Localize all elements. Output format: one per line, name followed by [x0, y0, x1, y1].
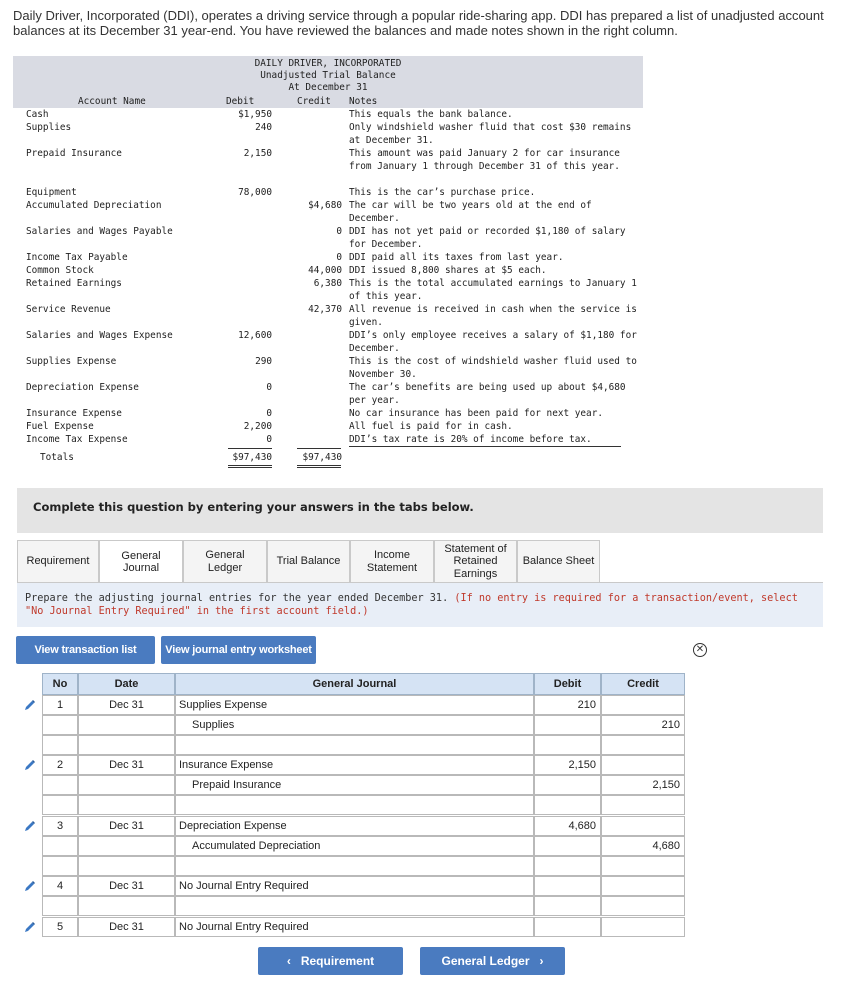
tb-row — [0, 407, 857, 420]
tb-date: At December 31 — [288, 82, 368, 93]
tb-row — [0, 355, 857, 380]
tb-note: Only windshield washer fluid that cost $30 remains at December 31. — [349, 122, 632, 146]
journal-cell-journal[interactable]: Depreciation Expense — [175, 816, 534, 836]
tb-account-name: Income Tax Expense — [26, 434, 128, 445]
journal-cell-date — [78, 775, 175, 795]
tb-row — [0, 381, 857, 406]
journal-cell-credit[interactable] — [601, 735, 685, 755]
journal-cell-debit[interactable] — [534, 876, 601, 896]
tb-row — [0, 420, 857, 433]
tb-note: This amount was paid January 2 for car insurance from January 1 through December 31 of this year. — [349, 148, 620, 172]
tb-row — [0, 121, 857, 146]
journal-cell-date — [78, 836, 175, 856]
tb-account-name: Prepaid Insurance — [26, 148, 122, 159]
journal-cell-credit[interactable]: 4,680 — [601, 836, 685, 856]
journal-cell-no — [42, 715, 78, 735]
tb-row — [0, 186, 857, 199]
intro-text: Daily Driver, Incorporated (DDI), operates a driving service through a popular ride-sharing app. DDI has prepared a list of unadjusted account balances at its December 31 year-end. You have reviewed the balances and made notes shown in the right column. — [13, 8, 824, 38]
journal-cell-debit[interactable] — [534, 775, 601, 795]
tb-title: Unadjusted Trial Balance — [260, 70, 396, 81]
tab-general-journal[interactable]: General Journal — [99, 540, 183, 583]
journal-cell-date — [78, 896, 175, 916]
journal-cell-debit[interactable] — [534, 715, 601, 735]
tb-credit-value: $4,680 — [308, 200, 342, 211]
tb-credit-value: 0 — [336, 252, 342, 263]
tb-row — [0, 147, 857, 172]
tb-total-credit: $97,430 — [302, 452, 342, 463]
journal-cell-date: Dec 31 — [78, 917, 175, 937]
journal-cell-debit[interactable] — [534, 896, 601, 916]
tb-row — [0, 199, 857, 224]
col-header-no: No — [42, 673, 78, 695]
tb-account-name: Depreciation Expense — [26, 382, 139, 393]
journal-cell-date — [78, 856, 175, 876]
tab-requirement[interactable]: Requirement — [17, 540, 99, 582]
journal-cell-journal[interactable] — [175, 856, 534, 876]
tb-credit-value: 6,380 — [313, 278, 342, 289]
tb-account-name: Accumulated Depreciation — [26, 200, 162, 211]
close-icon[interactable]: ✕ — [693, 643, 707, 657]
journal-cell-debit[interactable] — [534, 836, 601, 856]
tb-row — [0, 108, 857, 121]
instruction-note: (If no entry is required for a transaction/event, select "No Journal Entry Required" in the first account field.) — [25, 593, 798, 617]
tb-row — [0, 433, 857, 446]
tb-debit-value: 2,200 — [243, 421, 272, 432]
journal-cell-credit[interactable] — [601, 816, 685, 836]
prev-requirement-button[interactable]: ‹ Requirement — [258, 947, 403, 975]
journal-cell-journal[interactable]: No Journal Entry Required — [175, 876, 534, 896]
tb-account-name: Supplies Expense — [26, 356, 117, 367]
notes-rule — [349, 446, 621, 447]
tb-debit-value: 12,600 — [238, 330, 272, 341]
edit-pencil-icon[interactable] — [17, 695, 42, 715]
tb-row — [0, 303, 857, 328]
tb-account-name: Retained Earnings — [26, 278, 122, 289]
tb-note: This is the cost of windshield washer fluid used to November 30. — [349, 356, 637, 380]
tb-row — [0, 329, 857, 354]
tb-note: This is the car’s purchase price. — [349, 187, 536, 198]
edit-pencil-icon[interactable] — [17, 816, 42, 836]
tb-debit-value: 290 — [255, 356, 272, 367]
tb-note: No car insurance has been paid for next year. — [349, 408, 603, 419]
journal-cell-date — [78, 715, 175, 735]
tb-note: All fuel is paid for in cash. — [349, 421, 513, 432]
tb-account-name: Common Stock — [26, 265, 94, 276]
instruction-text: Prepare the adjusting journal entries for the year ended December 31. (If no entry is required for a transaction/event, select "No Journal Entry Required" in the first account field.) — [25, 593, 798, 617]
tb-note: The car’s benefits are being used up about $4,680 per year. — [349, 382, 626, 406]
col-header-date: Date — [78, 673, 175, 695]
total-double-rule — [228, 465, 272, 466]
chevron-left-icon: ‹ — [286, 954, 291, 968]
journal-cell-credit[interactable] — [601, 695, 685, 715]
tb-row — [0, 225, 857, 250]
total-double-rule — [228, 467, 272, 468]
total-rule — [297, 448, 341, 449]
tb-note: DDI’s tax rate is 20% of income before tax. — [349, 434, 592, 445]
journal-cell-no — [42, 896, 78, 916]
tb-account-name: Income Tax Payable — [26, 252, 128, 263]
journal-cell-journal[interactable]: Supplies Expense — [175, 695, 534, 715]
tb-debit-value: 0 — [266, 382, 272, 393]
journal-cell-journal[interactable]: Supplies — [175, 715, 534, 735]
view-transaction-list-button[interactable]: View transaction list — [16, 636, 155, 664]
tb-credit-value: 0 — [336, 226, 342, 237]
tb-debit-value: $1,950 — [238, 109, 272, 120]
journal-cell-journal[interactable]: Accumulated Depreciation — [175, 836, 534, 856]
tb-debit-value: 0 — [266, 434, 272, 445]
journal-cell-debit[interactable]: 210 — [534, 695, 601, 715]
tb-note: DDI has not yet paid or recorded $1,180 of salary for December. — [349, 226, 626, 250]
tb-row — [0, 251, 857, 264]
journal-cell-no: 5 — [42, 917, 78, 937]
tab-statement-retained-earnings[interactable]: Statement of Retained Earnings — [434, 540, 517, 582]
journal-table — [17, 673, 685, 938]
journal-cell-edit — [17, 735, 42, 755]
journal-cell-journal[interactable]: Insurance Expense — [175, 755, 534, 775]
tb-account-name: Service Revenue — [26, 304, 111, 315]
tb-account-name: Insurance Expense — [26, 408, 122, 419]
journal-cell-no: 2 — [42, 755, 78, 775]
col-header-debit: Debit — [534, 673, 601, 695]
journal-cell-no: 1 — [42, 695, 78, 715]
journal-cell-edit — [17, 896, 42, 916]
tb-note: DDI paid all its taxes from last year. — [349, 252, 564, 263]
instruction-box — [17, 582, 823, 627]
tb-row — [0, 264, 857, 277]
tb-debit-value: 2,150 — [243, 148, 272, 159]
tb-account-name: Salaries and Wages Expense — [26, 330, 173, 341]
tb-debit-value: 240 — [255, 122, 272, 133]
journal-cell-no: 4 — [42, 876, 78, 896]
journal-cell-debit[interactable] — [534, 856, 601, 876]
view-journal-worksheet-button[interactable]: View journal entry worksheet — [161, 636, 316, 664]
journal-cell-no — [42, 836, 78, 856]
tb-totals-row — [0, 451, 857, 464]
col-header-journal: General Journal — [175, 673, 534, 695]
tb-total-debit: $97,430 — [232, 452, 272, 463]
tb-account-name: Cash — [26, 109, 49, 120]
journal-cell-credit[interactable] — [601, 876, 685, 896]
tb-note: This is the total accumulated earnings to January 1 of this year. — [349, 278, 637, 302]
journal-cell-edit — [17, 775, 42, 795]
tb-account-name: Equipment — [26, 187, 77, 198]
journal-cell-credit[interactable]: 210 — [601, 715, 685, 735]
tab-balance-sheet[interactable]: Balance Sheet — [517, 540, 600, 582]
journal-cell-edit — [17, 836, 42, 856]
tb-row — [0, 277, 857, 302]
chevron-right-icon: › — [539, 954, 544, 968]
journal-cell-credit[interactable] — [601, 856, 685, 876]
journal-cell-edit — [17, 715, 42, 735]
tb-header-debit: Debit — [226, 96, 255, 107]
tab-trial-balance[interactable]: Trial Balance — [267, 540, 350, 582]
journal-cell-journal[interactable] — [175, 735, 534, 755]
edit-pencil-icon[interactable] — [17, 876, 42, 896]
edit-pencil-icon[interactable] — [17, 917, 42, 937]
journal-cell-credit[interactable] — [601, 896, 685, 916]
journal-cell-credit[interactable] — [601, 795, 685, 815]
tb-note: DDI’s only employee receives a salary of $1,180 for December. — [349, 330, 637, 354]
total-double-rule — [297, 467, 341, 468]
tb-note: All revenue is received in cash when the service is given. — [349, 304, 637, 328]
total-double-rule — [297, 465, 341, 466]
tb-note: This equals the bank balance. — [349, 109, 513, 120]
journal-cell-debit[interactable]: 2,150 — [534, 755, 601, 775]
journal-cell-debit[interactable] — [534, 735, 601, 755]
journal-cell-date: Dec 31 — [78, 755, 175, 775]
journal-cell-journal[interactable]: No Journal Entry Required — [175, 917, 534, 937]
journal-cell-edit — [17, 795, 42, 815]
tb-account-name: Supplies — [26, 122, 72, 133]
total-rule — [228, 448, 272, 449]
journal-cell-edit — [17, 856, 42, 876]
journal-cell-credit[interactable] — [601, 917, 685, 937]
tb-totals-label: Totals — [40, 452, 74, 463]
tb-debit-value: 78,000 — [238, 187, 272, 198]
journal-cell-date — [78, 795, 175, 815]
journal-cell-date: Dec 31 — [78, 816, 175, 836]
tb-header-notes: Notes — [349, 96, 378, 107]
journal-cell-no — [42, 856, 78, 876]
journal-cell-journal[interactable] — [175, 795, 534, 815]
journal-cell-no — [42, 735, 78, 755]
banner-text: Complete this question by entering your answers in the tabs below. — [33, 500, 474, 514]
tb-credit-value: 44,000 — [308, 265, 342, 276]
journal-cell-no — [42, 775, 78, 795]
journal-cell-debit[interactable] — [534, 795, 601, 815]
tb-debit-value: 0 — [266, 408, 272, 419]
question-banner — [17, 488, 823, 533]
tb-company: DAILY DRIVER, INCORPORATED — [254, 58, 402, 69]
journal-cell-debit[interactable] — [534, 917, 601, 937]
next-general-ledger-button[interactable]: General Ledger › — [420, 947, 565, 975]
journal-cell-journal[interactable] — [175, 896, 534, 916]
tb-account-name: Fuel Expense — [26, 421, 94, 432]
journal-cell-debit[interactable]: 4,680 — [534, 816, 601, 836]
edit-pencil-icon[interactable] — [17, 755, 42, 775]
tb-header-credit: Credit — [297, 96, 331, 107]
tab-income-statement[interactable]: Income Statement — [350, 540, 434, 582]
tb-note: The car will be two years old at the end of December. — [349, 200, 592, 224]
journal-cell-date — [78, 735, 175, 755]
tb-header-account: Account Name — [78, 96, 146, 107]
tab-general-ledger[interactable]: General Ledger — [183, 540, 267, 582]
tb-account-name: Salaries and Wages Payable — [26, 226, 173, 237]
journal-cell-date: Dec 31 — [78, 695, 175, 715]
col-header-credit: Credit — [601, 673, 685, 695]
journal-cell-credit[interactable] — [601, 755, 685, 775]
journal-cell-credit[interactable]: 2,150 — [601, 775, 685, 795]
journal-cell-journal[interactable]: Prepaid Insurance — [175, 775, 534, 795]
journal-cell-date: Dec 31 — [78, 876, 175, 896]
tb-credit-value: 42,370 — [308, 304, 342, 315]
journal-cell-no — [42, 795, 78, 815]
tb-note: DDI issued 8,800 shares at $5 each. — [349, 265, 547, 276]
journal-cell-no: 3 — [42, 816, 78, 836]
